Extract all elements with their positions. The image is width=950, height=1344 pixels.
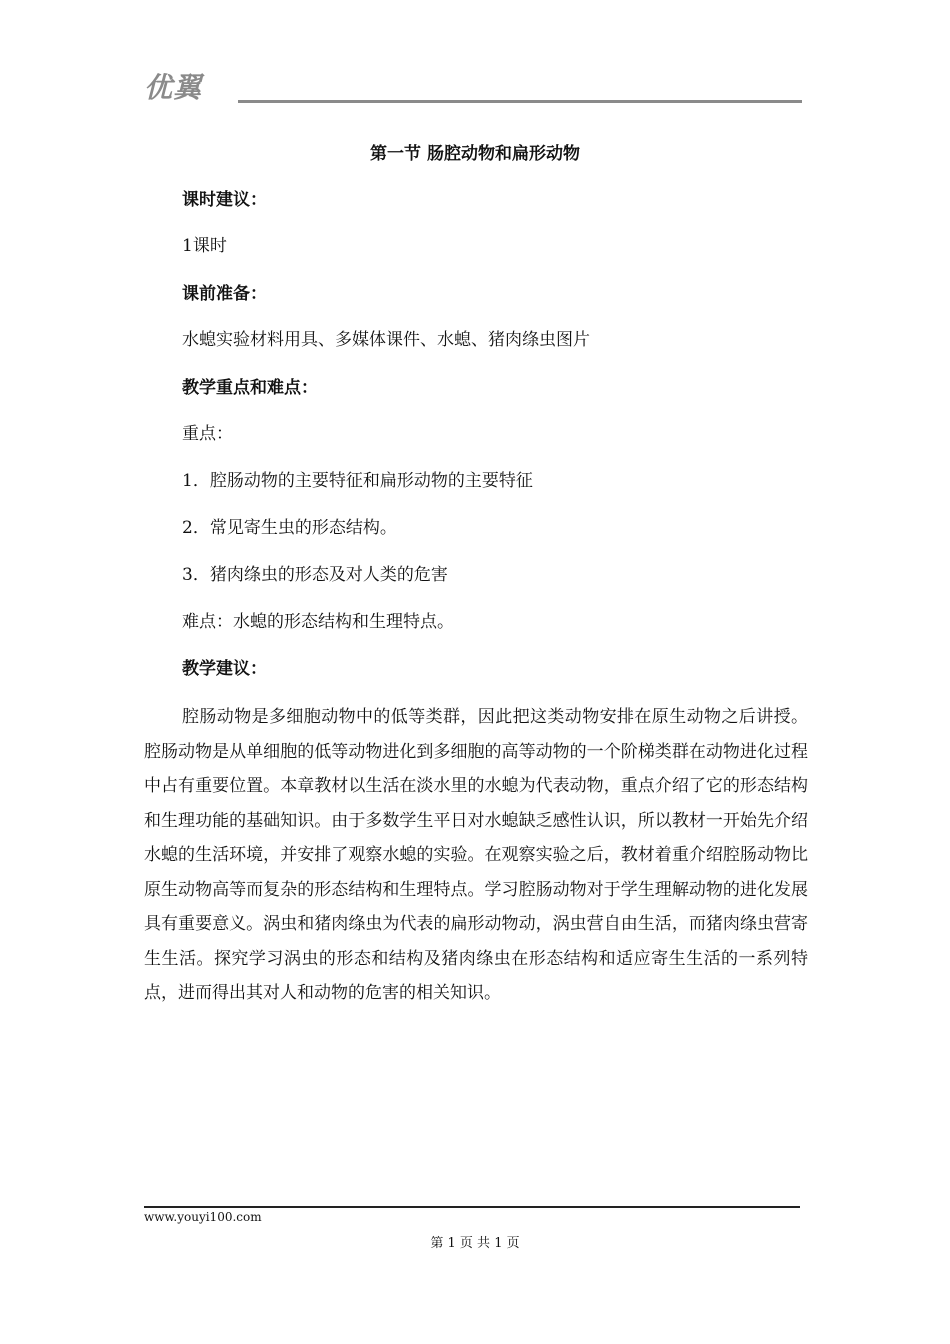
lesson-suggestion-heading: 课时建议： bbox=[182, 190, 267, 210]
key-points-heading: 教学重点和难点： bbox=[182, 378, 318, 398]
footer-page-number: 第 1 页 共 1 页 bbox=[430, 1236, 520, 1251]
difficulty-text: 难点：水螅的形态结构和生理特点。 bbox=[182, 612, 454, 632]
page-title: 第一节 肠腔动物和扁形动物 bbox=[370, 144, 580, 164]
header-logo: 优翼 bbox=[144, 71, 203, 104]
footer-rule bbox=[144, 1206, 800, 1208]
lesson-suggestion-value: 1课时 bbox=[182, 236, 227, 256]
teaching-heading: 教学建议： bbox=[182, 659, 267, 679]
key-label: 重点： bbox=[182, 424, 233, 444]
teaching-paragraph: 腔肠动物是多细胞动物中的低等类群，因此把这类动物安排在原生动物之后讲授。腔肠动物是从单细胞的低等动物进化到多细胞的高等动物的一个阶梯类群在动物进化过程中占有重要位置。本章教材以生活在淡水里的水螅为代表动物，重点介绍了它的形态结构和生理功能的基础知识。由于多数学生平日对水螅缺乏感性认识，所以教材一开始先介绍水螅的生活环境，并安排了观察水螅的实验。在观察实验之后，教材着重介绍腔肠动物比原生动物高等而复杂的形态结构和生理特点。学习腔肠动物对于学生理解动物的进化发展具有重要意义。涡虫和猪肉绦虫为代表的扁形动物动，涡虫营自由生活，而猪肉绦虫营寄生生活。探究学习涡虫的形态和结构及猪肉绦虫在形态结构和适应寄生生活的一系列特点，进而得出其对人和动物的危害的相关知识。 bbox=[144, 707, 808, 1003]
preparation-heading: 课前准备： bbox=[182, 284, 267, 304]
footer-url: www.youyi100.com bbox=[144, 1210, 262, 1224]
key-item-2: 2．常见寄生虫的形态结构。 bbox=[182, 518, 397, 538]
key-item-1: 1．腔肠动物的主要特征和扁形动物的主要特征 bbox=[182, 471, 533, 491]
header-rule bbox=[238, 100, 802, 103]
key-item-3: 3．猪肉绦虫的形态及对人类的危害 bbox=[182, 565, 448, 585]
preparation-value: 水螅实验材料用具、多媒体课件、水螅、猪肉绦虫图片 bbox=[182, 330, 590, 350]
